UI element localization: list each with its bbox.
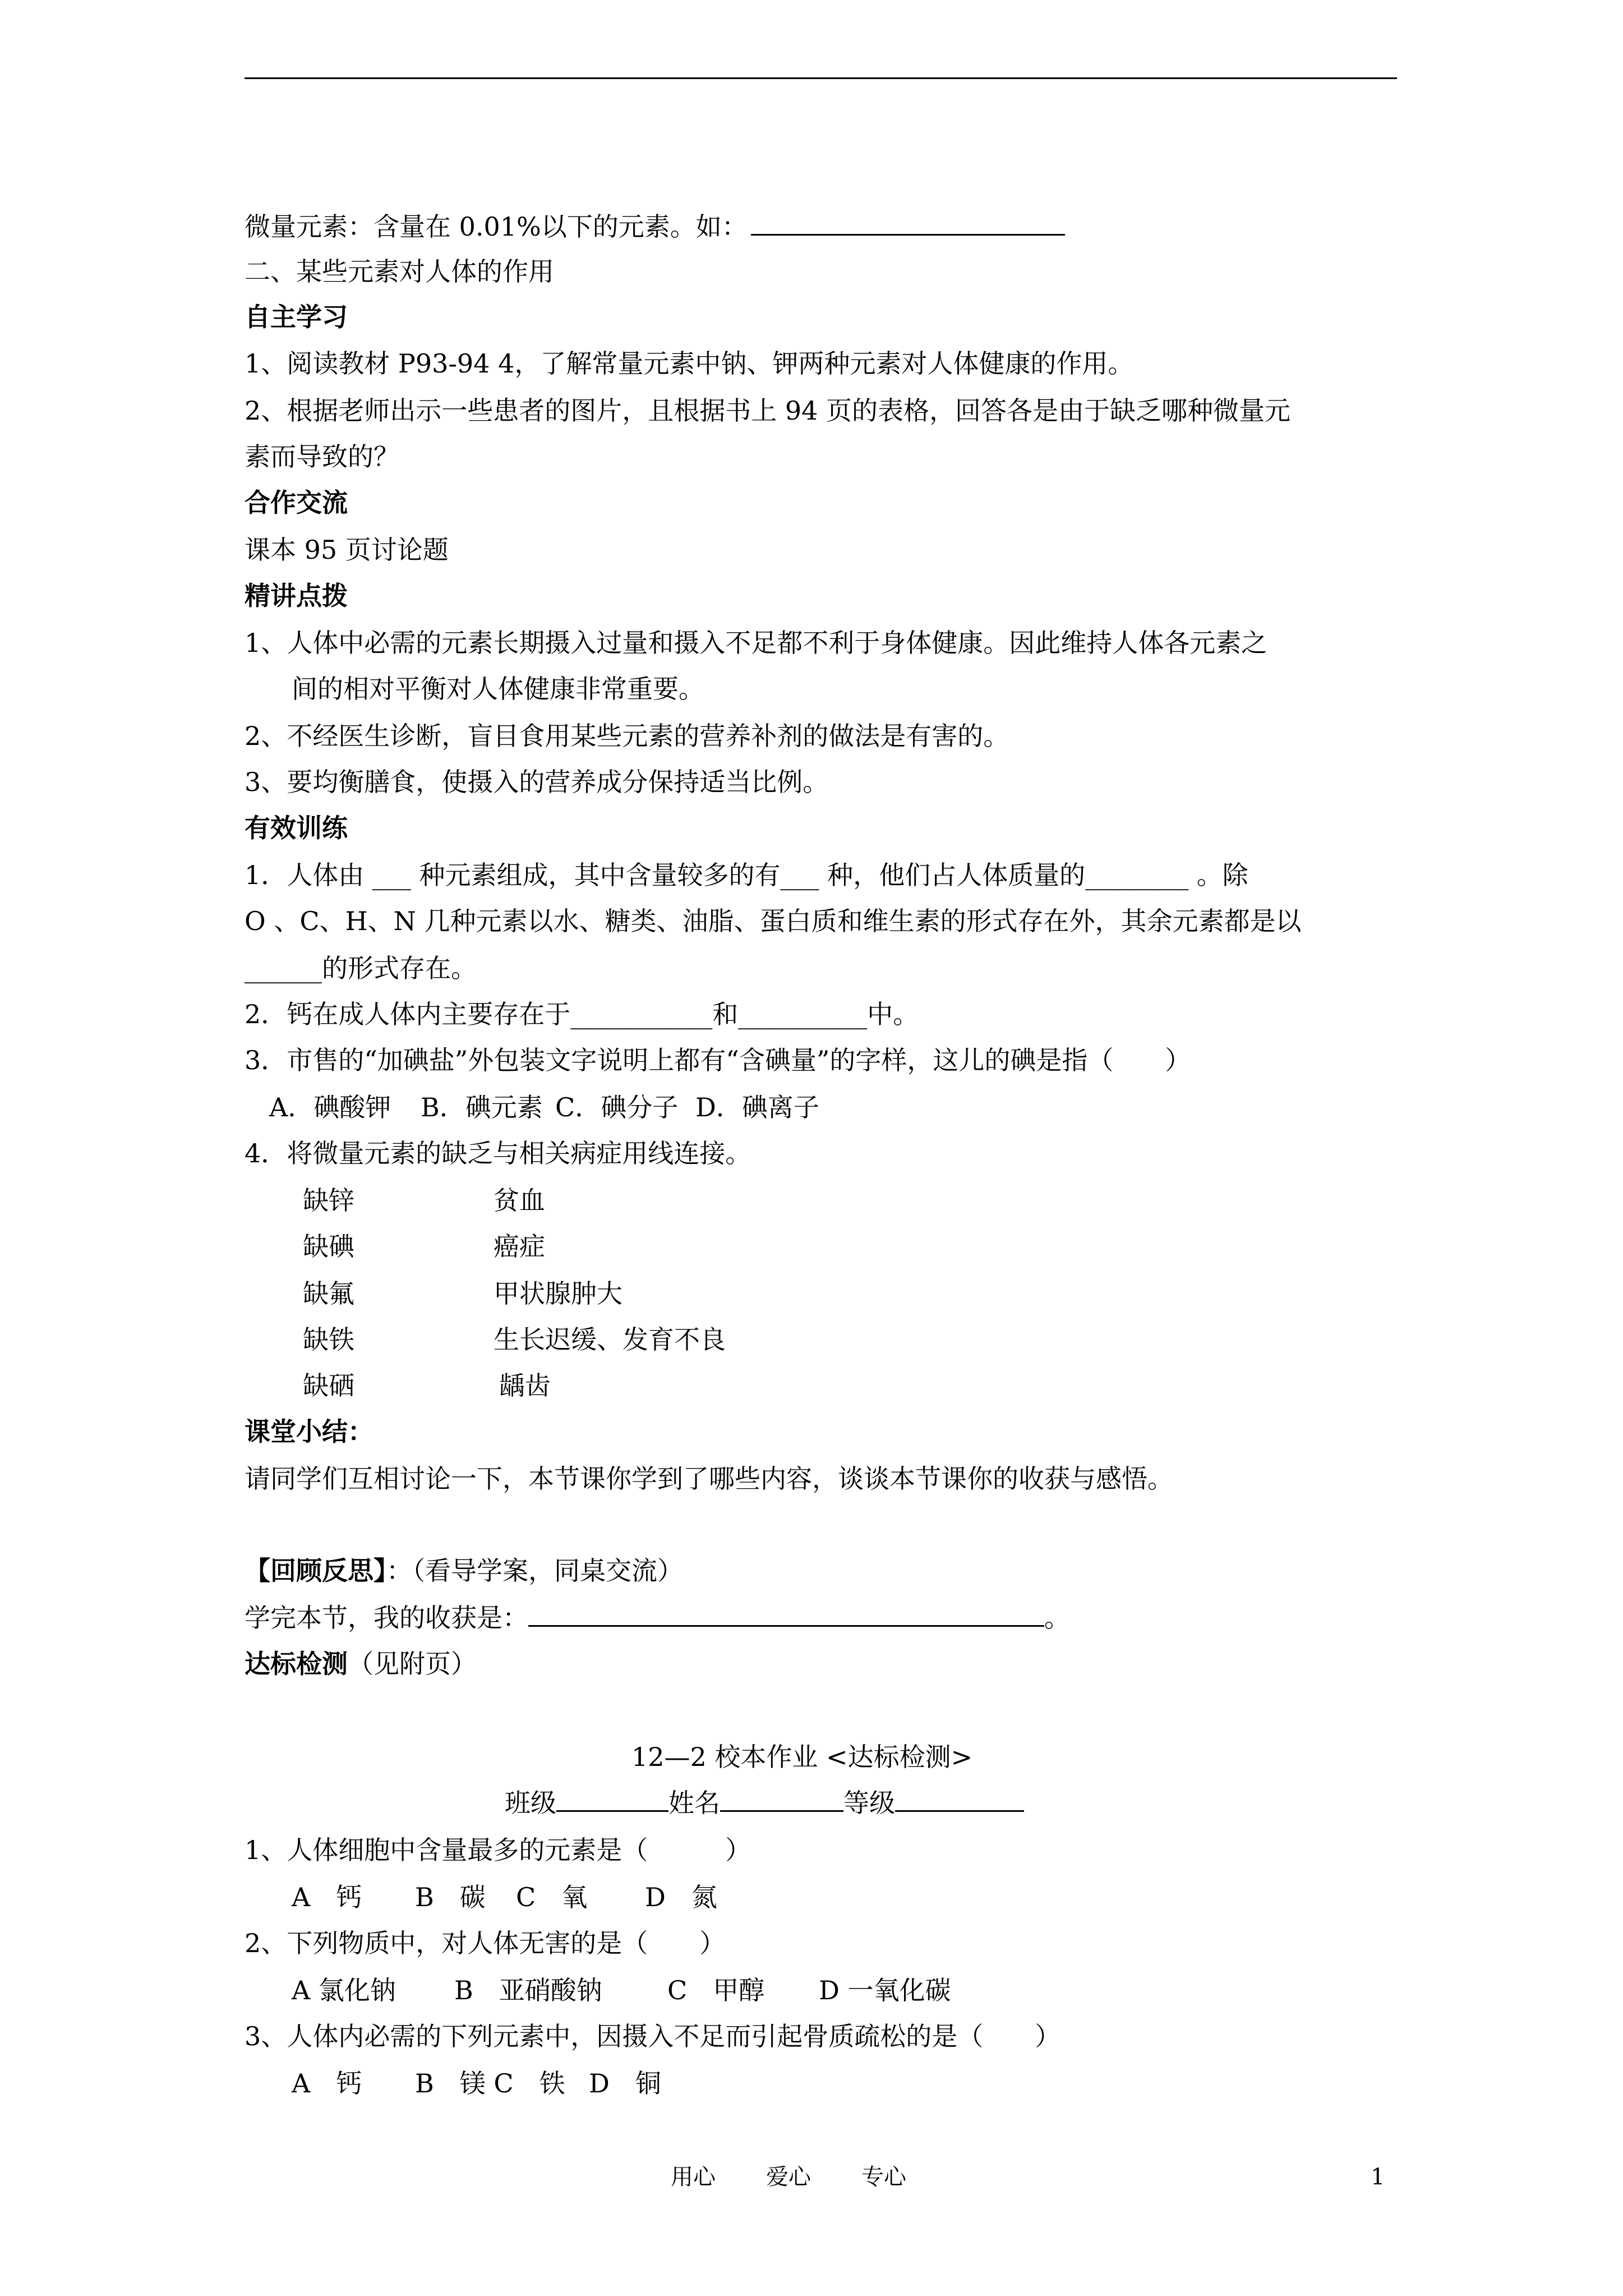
q3-option-c[interactable]: C．碘分子 (555, 1092, 679, 1122)
match-right-1[interactable]: 贫血 (494, 1185, 545, 1216)
question-1-line-1: 1．人体由 ___ 种元素组成，其中含量较多的有___ 种，他们占人体质量的________ 。除 (245, 860, 1248, 890)
question-2: 2．钙在成人体内主要存在于___________和__________中。 (245, 999, 919, 1029)
match-right-5[interactable]: 龋齿 (499, 1370, 551, 1401)
review-text: （看导学案，同桌交流） (412, 1556, 683, 1586)
footer-motto-2: 爱心 (766, 2164, 811, 2190)
summary-heading: 课堂小结： (245, 1416, 374, 1447)
self-study-item-1: 1、阅读教材 P93-94 4，了解常量元素中钠、钾两种元素对人体健康的作用。 (245, 348, 1134, 379)
match-left-4[interactable]: 缺铁 (303, 1324, 354, 1355)
hq3-option-a[interactable]: A 钙 (292, 2068, 362, 2099)
gain-prefix: 学完本节，我的收获是： (245, 1603, 528, 1633)
hq3-option-d[interactable]: D 铜 (589, 2068, 661, 2099)
review-colon: ： (386, 1556, 412, 1586)
key-point-1b: 间的相对平衡对人体健康非常重要。 (292, 674, 704, 704)
name-blank[interactable] (720, 1788, 843, 1812)
micro-elements-line (245, 211, 1065, 242)
key-heading: 精讲点拨 (245, 581, 348, 611)
footer-motto-3: 专心 (861, 2164, 906, 2190)
homework-info-line (505, 1787, 1024, 1819)
question-1-line-2: O 、C、H、N 几种元素以水、糖类、油脂、蛋白质和维生素的形式存在外，其余元素都是以 (245, 906, 1302, 936)
hq1-option-d[interactable]: D 氮 (645, 1882, 717, 1912)
match-right-3[interactable]: 甲状腺肿大 (494, 1278, 623, 1309)
homework-question-1: 1、人体细胞中含量最多的元素是（ ） (245, 1835, 751, 1865)
key-point-2: 2、不经医生诊断，盲目食用某些元素的营养补剂的做法是有害的。 (245, 721, 1009, 751)
footer-motto (671, 2163, 906, 2191)
match-left-2[interactable]: 缺碘 (303, 1231, 354, 1262)
self-study-heading: 自主学习 (245, 302, 348, 332)
hq1-option-c[interactable]: C 氧 (516, 1882, 588, 1912)
header-rule (245, 77, 1397, 79)
homework-question-1-options (292, 1881, 717, 1913)
match-right-2[interactable]: 癌症 (494, 1231, 545, 1262)
grade-label: 等级 (843, 1788, 895, 1818)
key-point-3: 3、要均衡膳食，使摄入的营养成分保持适当比例。 (245, 767, 829, 797)
gain-line (245, 1602, 1070, 1634)
grade-blank[interactable] (895, 1788, 1024, 1812)
question-3-options (269, 1092, 819, 1123)
check-text: （见附页） (348, 1649, 477, 1679)
homework-question-3: 3、人体内必需的下列元素中，因摄入不足而引起骨质疏松的是（ ） (245, 2021, 1061, 2051)
gain-blank[interactable] (528, 1603, 1044, 1627)
q3-option-b[interactable]: B．碘元素 (421, 1092, 543, 1122)
match-left-5[interactable]: 缺硒 (303, 1370, 354, 1401)
self-study-item-2b: 素而导致的？ (245, 441, 399, 472)
page-number: 1 (1371, 2164, 1385, 2190)
match-left-1[interactable]: 缺锌 (303, 1185, 354, 1216)
hq2-option-d[interactable]: D 一氧化碳 (819, 1975, 951, 2005)
name-label: 姓名 (668, 1788, 720, 1818)
section-two-title: 二、某些元素对人体的作用 (245, 256, 554, 287)
micro-elements-text: 微量元素：含量在 0.01%以下的元素。如： (245, 211, 748, 242)
coop-text: 课本 95 页讨论题 (245, 535, 449, 565)
homework-question-2-options (292, 1975, 951, 2006)
footer-motto-1: 用心 (671, 2164, 716, 2190)
hq2-option-b[interactable]: B 亚硝酸钠 (454, 1975, 602, 2005)
hq1-option-b[interactable]: B 碳 (415, 1882, 486, 1912)
coop-heading: 合作交流 (245, 487, 348, 518)
micro-elements-blank[interactable] (751, 211, 1065, 236)
homework-title: 12—2 校本作业 <达标检测> (631, 1742, 973, 1772)
q3-option-d[interactable]: D．碘离子 (695, 1092, 819, 1122)
hq1-option-a[interactable]: A 钙 (292, 1882, 362, 1912)
hq2-option-a[interactable]: A 氯化钠 (292, 1975, 396, 2005)
class-blank[interactable] (556, 1788, 668, 1812)
match-left-3[interactable]: 缺氟 (303, 1278, 354, 1309)
question-3: 3．市售的“加碘盐”外包装文字说明上都有“含碘量”的字样，这儿的碘是指（ ） (245, 1045, 1191, 1075)
question-4: 4．将微量元素的缺乏与相关病症用线连接。 (245, 1138, 751, 1168)
hq3-option-b[interactable]: B 镁 C 铁 (415, 2068, 565, 2099)
homework-question-2: 2、下列物质中，对人体无害的是（ ） (245, 1928, 726, 1958)
check-line (245, 1648, 477, 1680)
review-heading: 【回顾反思】 (245, 1556, 386, 1586)
match-right-4[interactable]: 生长迟缓、发育不良 (494, 1324, 726, 1355)
homework-question-3-options (292, 2068, 661, 2099)
q3-option-a[interactable]: A．碘酸钾 (269, 1092, 391, 1122)
training-heading: 有效训练 (245, 813, 348, 843)
check-heading: 达标检测 (245, 1649, 348, 1679)
gain-suffix: 。 (1044, 1603, 1070, 1633)
question-1-line-3: ______的形式存在。 (245, 953, 477, 983)
hq2-option-c[interactable]: C 甲醇 (667, 1975, 765, 2005)
self-study-item-2a: 2、根据老师出示一些患者的图片，且根据书上 94 页的表格，回答各是由于缺乏哪种微量元 (245, 395, 1291, 426)
class-label: 班级 (505, 1788, 556, 1818)
review-line (245, 1555, 683, 1586)
summary-text: 请同学们互相讨论一下，本节课你学到了哪些内容，谈谈本节课你的收获与感悟。 (245, 1464, 1173, 1494)
key-point-1a: 1、人体中必需的元素长期摄入过量和摄入不足都不利于身体健康。因此维持人体各元素之 (245, 628, 1267, 658)
